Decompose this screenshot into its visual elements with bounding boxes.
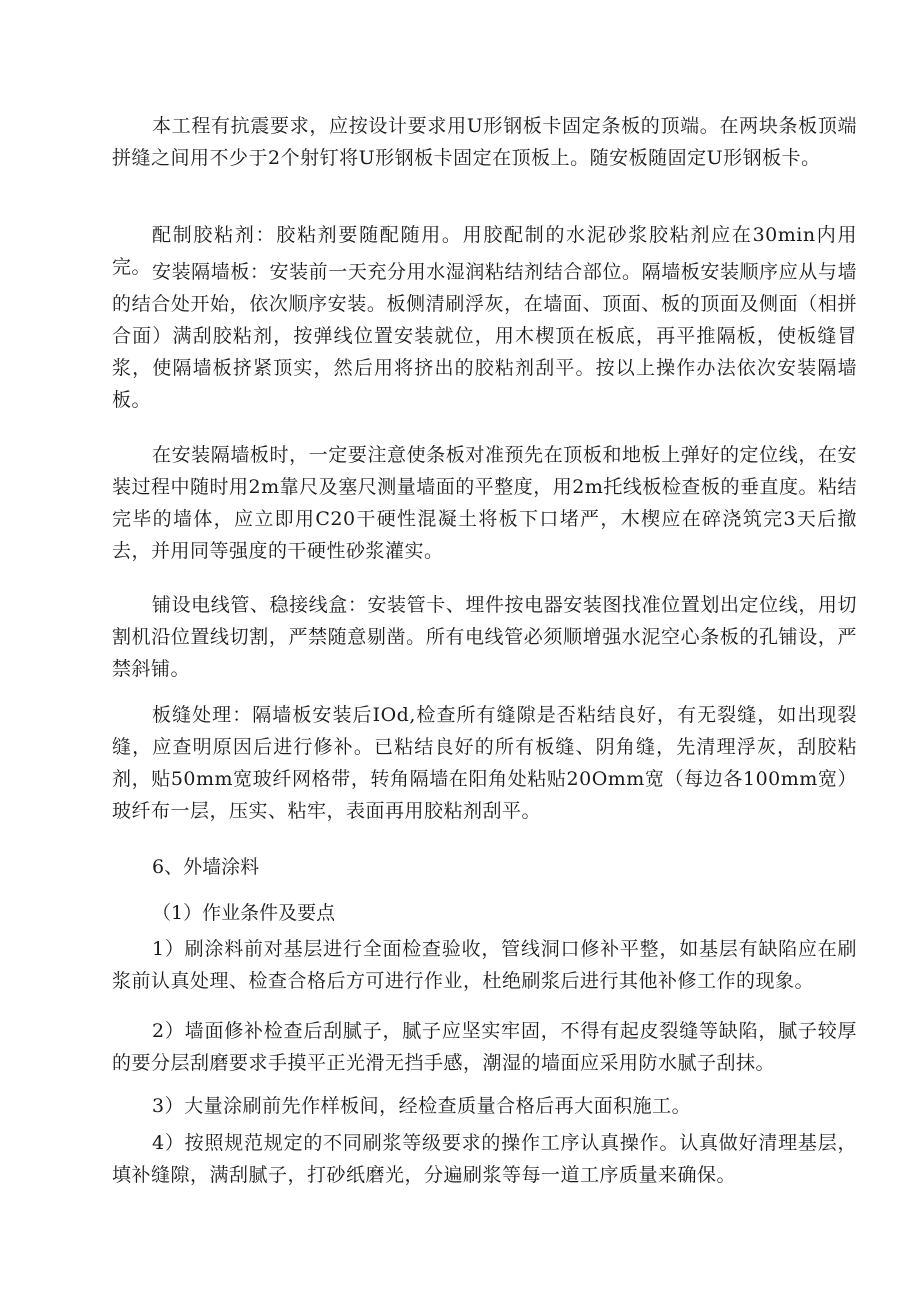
paragraph-joint-treatment: 板缝处理：隔墙板安装后IOd,检查所有缝隙是否粘结良好，有无裂缝，如出现裂缝，应查明原因后进行修补。已粘结良好的所有板缝、阴角缝，先清理浮灰，刮胶粘剂，贴50mm宽玻纤网格带，转角隔墙在阳角处粘贴20Omm宽（每边各100mm宽）玻纤布一层，压实、粘牢，表面再用胶粘剂刮平。	[112, 704, 857, 822]
list-item-3: 3）大量涂刷前先作样板间，经检查质量合格后再大面积施工。	[152, 1095, 692, 1117]
section-title: 6、外墙涂料	[152, 856, 260, 878]
paragraph-adhesive-prep: 配制胶粘剂：胶粘剂要随配随用。用胶配制的水泥砂浆胶粘剂应在30min内用完。	[112, 224, 857, 278]
list-item-4: 4）按照规范规定的不同刷浆等级要求的操作工序认真操作。认真做好清理基层，填补缝隙，满刮腻子，打砂纸磨光，分遍刷浆等每一道工序质量来确保。	[112, 1132, 857, 1186]
subsection-title: （1）作业条件及要点	[152, 902, 336, 924]
list-item-2: 2）墙面修补检查后刮腻子，腻子应坚实牢固，不得有起皮裂缝等缺陷，腻子较厚的要分层刮磨要求手摸平正光滑无挡手感，潮湿的墙面应采用防水腻子刮抹。	[112, 1020, 857, 1074]
paragraph-conduit-boxes: 铺设电线管、稳接线盒：安装管卡、埋件按电器安装图找准位置划出定位线，用切割机沿位置线切割，严禁随意剔凿。所有电线管必须顺增强水泥空心条板的孔铺设，严禁斜铺。	[112, 594, 857, 680]
paragraph-install-partition: 安装隔墙板：安装前一天充分用水湿润粘结剂结合部位。隔墙板安装顺序应从与墙的结合处开始，依次顺序安装。板侧清刷浮灰，在墙面、顶面、板的顶面及侧面（相拼合面）满刮胶粘剂，按弹线位置安装就位，用木楔顶在板底，再平推隔板，使板缝冒浆，使隔墙板挤紧顶实，然后用将挤出的胶粘剂刮平。按以上操作办法依次安装隔墙板。	[112, 261, 857, 411]
list-item-1: 1）刷涂料前对基层进行全面检查验收，管线洞口修补平整，如基层有缺陷应在刷浆前认真处理、检查合格后方可进行作业，杜绝刷浆后进行其他补修工作的现象。	[112, 938, 857, 992]
paragraph-seismic-u-clip: 本工程有抗震要求，应按设计要求用U形钢板卡固定条板的顶端。在两块条板顶端拼缝之间用不少于2个射钉将U形钢板卡固定在顶板上。随安板随固定U形钢板卡。	[112, 115, 857, 169]
paragraph-alignment-check: 在安装隔墙板时，一定要注意使条板对准预先在顶板和地板上弹好的定位线，在安装过程中随时用2m靠尺及塞尺测量墙面的平整度，用2m托线板检查板的垂直度。粘结完毕的墙体，应立即用C20干硬性混凝土将板下口堵严，木楔应在碎浇筑完3天后撤去，并用同等强度的干硬性砂浆灌实。	[112, 444, 857, 562]
